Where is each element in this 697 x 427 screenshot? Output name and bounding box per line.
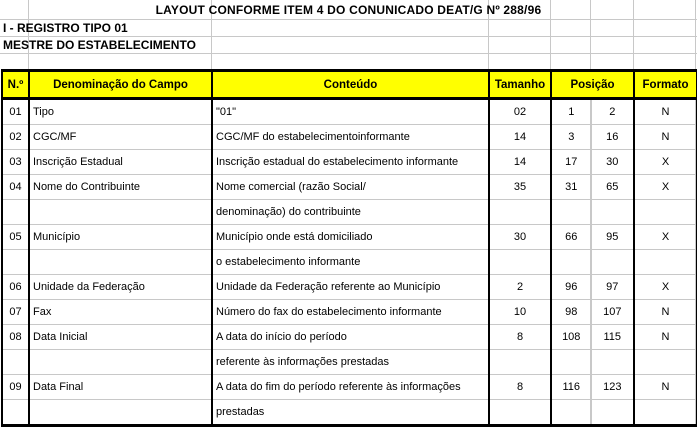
cell-conteudo: denominação) do contribuinte bbox=[212, 200, 489, 225]
cell-posicao-inicial: 108 bbox=[551, 325, 591, 350]
cell-formato: X bbox=[634, 150, 697, 175]
table-row bbox=[2, 175, 697, 200]
cell-campo bbox=[29, 400, 212, 426]
cell-campo: Município bbox=[29, 225, 212, 250]
cell-posicao-inicial: 17 bbox=[551, 150, 591, 175]
table-row bbox=[2, 275, 697, 300]
cell-conteudo: Número do fax do estabelecimento informante bbox=[212, 300, 489, 325]
header-campo: Denominação do Campo bbox=[29, 71, 212, 99]
cell-posicao-final: 115 bbox=[591, 325, 634, 350]
table-row bbox=[2, 400, 697, 426]
cell-num: 05 bbox=[2, 225, 29, 250]
cell-formato: N bbox=[634, 99, 697, 125]
grid-line bbox=[0, 36, 697, 37]
cell-campo: Tipo bbox=[29, 99, 212, 125]
cell-posicao-final: 123 bbox=[591, 375, 634, 400]
cell-posicao-final: 95 bbox=[591, 225, 634, 250]
cell-conteudo: referente às informações prestadas bbox=[212, 350, 489, 375]
cell-formato: N bbox=[634, 300, 697, 325]
cell-tamanho bbox=[489, 400, 551, 426]
cell-tamanho bbox=[489, 350, 551, 375]
cell-conteudo: A data do início do período bbox=[212, 325, 489, 350]
cell-posicao-final: 2 bbox=[591, 99, 634, 125]
cell-formato: N bbox=[634, 375, 697, 400]
cell-tamanho bbox=[489, 200, 551, 225]
cell-campo: Fax bbox=[29, 300, 212, 325]
cell-campo bbox=[29, 200, 212, 225]
cell-num: 07 bbox=[2, 300, 29, 325]
table-row bbox=[2, 325, 697, 350]
cell-posicao-inicial: 96 bbox=[551, 275, 591, 300]
cell-conteudo: prestadas bbox=[212, 400, 489, 426]
cell-conteudo: Unidade da Federação referente ao Município bbox=[212, 275, 489, 300]
cell-posicao-inicial: 66 bbox=[551, 225, 591, 250]
cell-posicao-inicial bbox=[551, 200, 591, 225]
cell-num: 02 bbox=[2, 125, 29, 150]
cell-num: 09 bbox=[2, 375, 29, 400]
cell-tamanho bbox=[489, 250, 551, 275]
section-label: I - REGISTRO TIPO 01 bbox=[3, 21, 128, 35]
grid-line bbox=[0, 19, 697, 20]
cell-num: 08 bbox=[2, 325, 29, 350]
cell-campo: Nome do Contribuinte bbox=[29, 175, 212, 200]
cell-posicao-final: 16 bbox=[591, 125, 634, 150]
cell-formato: X bbox=[634, 225, 697, 250]
cell-posicao-final bbox=[591, 400, 634, 426]
cell-posicao-final bbox=[591, 350, 634, 375]
cell-tamanho: 02 bbox=[489, 99, 551, 125]
cell-posicao-final: 97 bbox=[591, 275, 634, 300]
cell-posicao-final: 65 bbox=[591, 175, 634, 200]
cell-campo: CGC/MF bbox=[29, 125, 212, 150]
table-row bbox=[2, 225, 697, 250]
cell-formato bbox=[634, 400, 697, 426]
cell-num: 01 bbox=[2, 99, 29, 125]
cell-posicao-inicial: 31 bbox=[551, 175, 591, 200]
cell-num: 06 bbox=[2, 275, 29, 300]
table-header-row bbox=[2, 71, 697, 99]
subsection-label: MESTRE DO ESTABELECIMENTO bbox=[3, 38, 196, 52]
cell-conteudo: CGC/MF do estabelecimentoinformante bbox=[212, 125, 489, 150]
cell-num bbox=[2, 200, 29, 225]
cell-conteudo: Inscrição estadual do estabelecimento informante bbox=[212, 150, 489, 175]
cell-campo: Inscrição Estadual bbox=[29, 150, 212, 175]
cell-tamanho: 30 bbox=[489, 225, 551, 250]
cell-posicao-inicial: 1 bbox=[551, 99, 591, 125]
cell-posicao-final: 107 bbox=[591, 300, 634, 325]
cell-formato bbox=[634, 350, 697, 375]
page-title: LAYOUT CONFORME ITEM 4 DO CONUNICADO DEAT/G Nº 288/96 bbox=[155, 3, 542, 17]
cell-tamanho: 2 bbox=[489, 275, 551, 300]
cell-tamanho: 35 bbox=[489, 175, 551, 200]
table-row bbox=[2, 375, 697, 400]
cell-num bbox=[2, 250, 29, 275]
cell-num: 04 bbox=[2, 175, 29, 200]
cell-conteudo: Nome comercial (razão Social/ bbox=[212, 175, 489, 200]
cell-tamanho: 8 bbox=[489, 375, 551, 400]
cell-num bbox=[2, 350, 29, 375]
cell-conteudo: A data do fim do período referente às informações bbox=[212, 375, 489, 400]
cell-campo: Data Final bbox=[29, 375, 212, 400]
cell-tamanho: 14 bbox=[489, 150, 551, 175]
table-row bbox=[2, 125, 697, 150]
cell-posicao-inicial: 3 bbox=[551, 125, 591, 150]
grid-line bbox=[0, 53, 697, 54]
header-tamanho: Tamanho bbox=[489, 71, 551, 99]
cell-conteudo: Município onde está domiciliado bbox=[212, 225, 489, 250]
cell-formato: X bbox=[634, 275, 697, 300]
cell-campo: Unidade da Federação bbox=[29, 275, 212, 300]
layout-table bbox=[1, 69, 697, 427]
cell-posicao-inicial bbox=[551, 350, 591, 375]
cell-tamanho: 14 bbox=[489, 125, 551, 150]
cell-conteudo: "01" bbox=[212, 99, 489, 125]
cell-formato: N bbox=[634, 325, 697, 350]
table-row bbox=[2, 250, 697, 275]
cell-posicao-inicial bbox=[551, 250, 591, 275]
cell-posicao-inicial bbox=[551, 400, 591, 426]
cell-num: 03 bbox=[2, 150, 29, 175]
header-num: N.º bbox=[2, 71, 29, 99]
cell-formato: N bbox=[634, 125, 697, 150]
header-posicao: Posição bbox=[551, 71, 634, 99]
cell-campo bbox=[29, 350, 212, 375]
cell-posicao-inicial: 116 bbox=[551, 375, 591, 400]
cell-posicao-final bbox=[591, 250, 634, 275]
cell-tamanho: 10 bbox=[489, 300, 551, 325]
header-conteudo: Conteúdo bbox=[212, 71, 489, 99]
table-row bbox=[2, 350, 697, 375]
cell-num bbox=[2, 400, 29, 426]
table-row bbox=[2, 150, 697, 175]
cell-posicao-final bbox=[591, 200, 634, 225]
cell-formato bbox=[634, 200, 697, 225]
cell-posicao-final: 30 bbox=[591, 150, 634, 175]
cell-tamanho: 8 bbox=[489, 325, 551, 350]
cell-campo bbox=[29, 250, 212, 275]
cell-formato bbox=[634, 250, 697, 275]
table-row bbox=[2, 99, 697, 125]
table-row bbox=[2, 300, 697, 325]
cell-conteudo: o estabelecimento informante bbox=[212, 250, 489, 275]
cell-posicao-inicial: 98 bbox=[551, 300, 591, 325]
header-formato: Formato bbox=[634, 71, 697, 99]
cell-campo: Data Inicial bbox=[29, 325, 212, 350]
table-row bbox=[2, 200, 697, 225]
cell-formato: X bbox=[634, 175, 697, 200]
